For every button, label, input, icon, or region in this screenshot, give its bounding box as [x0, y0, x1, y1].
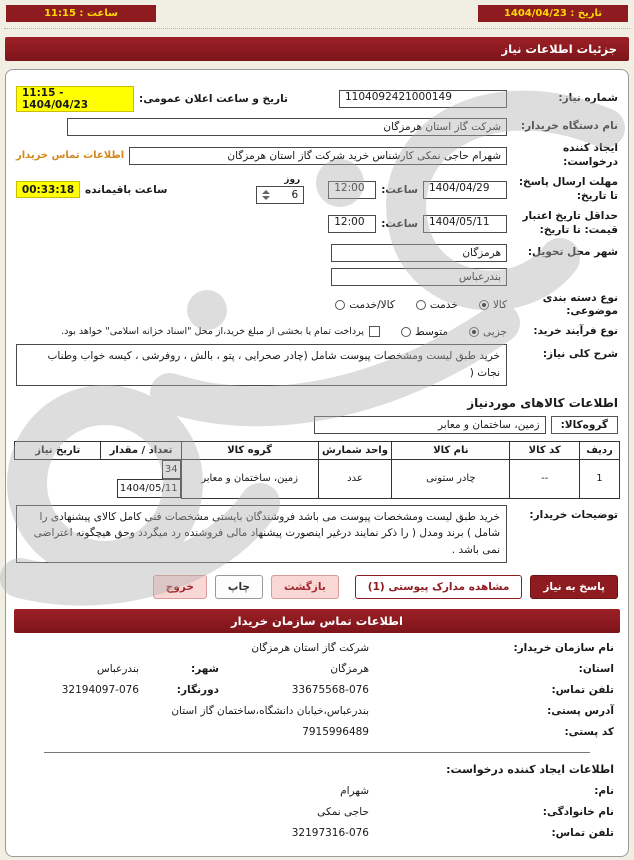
radio-option-medium[interactable]: متوسط	[401, 326, 448, 338]
goods-group-label: گروه‌کالا:	[551, 416, 618, 434]
goods-section-heading: اطلاعات کالاهای موردنیاز	[467, 396, 618, 411]
creator-field: شهرام حاجی نمکی کارشناس خرید شرکت گاز استان هرمزگان	[129, 147, 507, 165]
cell-item-code: --	[510, 460, 580, 499]
treasury-checkbox-label: پرداخت تمام یا بخشی از مبلغ خرید،از محل "اسناد خزانه اسلامی" خواهد بود.	[61, 326, 365, 338]
buyer-notes-box: خرید طبق لیست ومشخصات پیوست می باشد فروشندگان بایستی مشخصات فنی کامل کالای پیشنهادی را شامل ) برند ومدل ( را ذکر نمایند درغیر اینصورت پیشنهاد مالی فروشنده رد میگردد وحق هیچگونه اعتراضی نمی باشد .	[16, 505, 507, 563]
respond-button[interactable]: پاسخ به نیاز	[530, 575, 618, 599]
remaining-time: 00:33:18	[16, 181, 80, 198]
buyer-notes-row	[16, 505, 618, 563]
fax-value: 32194097-076	[61, 683, 139, 696]
treasury-checkbox[interactable]	[369, 326, 380, 337]
days-spinner[interactable]	[262, 190, 270, 200]
description-label: شرح کلی نیاز:	[542, 348, 618, 361]
creator-label: ایجاد کننده درخواست:	[562, 142, 618, 168]
price-validity-row	[16, 210, 618, 237]
fax-label: دورنگار:	[176, 683, 219, 696]
goods-group-row	[16, 416, 618, 434]
org-label: نام سازمان خریدار:	[513, 641, 614, 654]
province-city-row	[20, 663, 614, 675]
topbar	[0, 0, 634, 24]
radio-medium-icon	[401, 327, 411, 337]
last-name-label: نام خانوادگی:	[542, 805, 614, 818]
radio-minor-icon	[469, 327, 479, 337]
price-validity-label: حداقل تاریخ اعتبار قیمت: تا تاریخ:	[522, 210, 618, 236]
address-value: بندرعباس،خیابان دانشگاه،ساختمان گاز استان	[171, 704, 369, 717]
action-buttons	[16, 575, 618, 599]
process-type-row	[16, 325, 618, 339]
days-label: روز	[284, 175, 301, 186]
description-row	[16, 344, 618, 386]
days-value: 6	[291, 189, 299, 202]
radio-option-goods-service[interactable]: کالا/خدمت	[335, 299, 395, 311]
postal-value: 7915996489	[302, 725, 369, 738]
current-time: ساعت : 11:15	[44, 8, 118, 19]
cell-need-date: 1404/05/11	[117, 479, 181, 498]
col-item-name: نام کالا	[392, 442, 510, 460]
need-number-row	[16, 86, 618, 112]
cell-row-number: 1	[579, 460, 619, 499]
contact-info	[14, 642, 620, 839]
buyer-org-label: نام دستگاه خریدار:	[520, 120, 618, 133]
process-type-label: نوع فرآیند خرید:	[533, 324, 618, 337]
last-name-value: حاجی نمکی	[317, 805, 369, 818]
radio-service-icon	[416, 300, 426, 310]
price-validity-time-field[interactable]: 12:00	[328, 215, 376, 233]
col-need-date: تاریخ نیاز	[15, 442, 101, 460]
details-section-title: جزئیات اطلاعات نیاز	[501, 42, 617, 56]
col-item-code: کد کالا	[510, 442, 580, 460]
radio-goods-service-icon	[335, 300, 345, 310]
table-row	[15, 460, 620, 499]
delivery-province-field: هرمزگان	[331, 244, 507, 262]
current-time-box	[6, 5, 156, 22]
remaining-label: ساعت باقیمانده	[85, 183, 168, 196]
delivery-city-label: شهر محل تحویل:	[527, 245, 618, 258]
first-name-row	[20, 785, 614, 797]
exit-button[interactable]: خروج	[153, 575, 207, 599]
creator-phone-row	[20, 827, 614, 839]
phone-label: تلفن تماس:	[551, 683, 614, 696]
delivery-province-row	[16, 244, 618, 262]
creator-info-heading: اطلاعات ایجاد کننده درخواست:	[446, 762, 614, 776]
need-number-label: شماره نیاز:	[558, 92, 618, 105]
contact-divider	[44, 752, 590, 753]
col-group: گروه کالا	[181, 442, 318, 460]
city-label: شهر:	[191, 662, 219, 675]
description-box: خرید طبق لیست ومشخصات پیوست شامل (چادر صحرایی ، پتو ، بالش ، روفرشی ، کیسه خواب وطناب نجات (	[16, 344, 507, 386]
contact-section-title: اطلاعات تماس سازمان خریدار	[231, 613, 403, 628]
first-name-label: نام:	[594, 784, 614, 797]
deadline-label: مهلت ارسال پاسخ: تا تاریخ:	[518, 176, 618, 202]
creator-phone-label: تلفن تماس:	[551, 826, 614, 839]
announce-value: 11:15 - 1404/04/23	[16, 86, 134, 112]
top-separator	[4, 28, 630, 29]
current-date: تاریخ : 1404/04/23	[503, 8, 603, 19]
col-unit: واحد شمارش	[318, 442, 392, 460]
view-attachments-button[interactable]: مشاهده مدارک پیوستی (1)	[355, 575, 523, 599]
cell-group: زمین، ساختمان و معابر	[181, 460, 318, 499]
days-input[interactable]	[256, 186, 304, 204]
address-label: آدرس پستی:	[547, 704, 614, 717]
last-name-row	[20, 806, 614, 818]
items-table	[14, 441, 620, 499]
details-section-header	[5, 37, 629, 61]
deadline-time-label: ساعت:	[381, 183, 418, 196]
org-value: شرکت گاز استان هرمزگان	[251, 641, 369, 654]
price-validity-date-field[interactable]: 1404/05/11	[423, 215, 507, 233]
phone-value: 33675568-076	[291, 683, 369, 696]
response-days-group	[256, 175, 304, 204]
buyer-contact-link[interactable]: اطلاعات تماس خریدار	[16, 150, 125, 162]
cell-item-name: چادر ستونی	[392, 460, 510, 499]
need-number-field: 1104092421000149	[339, 90, 507, 108]
buyer-org-field: شرکت گاز استان هرمزگان	[67, 118, 507, 136]
print-button[interactable]: چاپ	[215, 575, 263, 599]
col-quantity: تعداد / مقدار	[101, 442, 181, 460]
cell-quantity: 34	[162, 460, 181, 479]
announce-label: تاریخ و ساعت اعلان عمومی:	[139, 93, 288, 105]
radio-goods-icon	[479, 300, 489, 310]
deadline-time-field[interactable]: 12:00	[328, 181, 376, 199]
contact-section-header	[14, 609, 620, 633]
phone-fax-row	[20, 684, 614, 696]
items-table-header-row	[15, 442, 620, 460]
creator-phone-value: 32197316-076	[291, 826, 369, 839]
org-row	[20, 642, 614, 654]
main-panel	[5, 69, 629, 857]
deadline-row	[16, 175, 618, 204]
province-label: استان:	[578, 662, 614, 675]
col-row-number: ردیف	[579, 442, 619, 460]
price-validity-time-label: ساعت:	[381, 217, 418, 230]
goods-group-field[interactable]: زمین، ساختمان و معابر	[314, 416, 546, 434]
creator-row	[16, 142, 618, 169]
radio-option-minor[interactable]: جزیی	[469, 326, 507, 338]
address-row	[20, 705, 614, 717]
buyer-org-row	[16, 118, 618, 136]
postal-row	[20, 726, 614, 738]
province-value: هرمزگان	[330, 662, 369, 675]
current-date-box	[478, 5, 628, 22]
back-button[interactable]: بازگشت	[271, 575, 339, 599]
buyer-notes-label: توضیحات خریدار:	[529, 508, 618, 521]
subject-type-row	[16, 292, 618, 319]
subject-type-label: نوع دسته بندی موضوعی:	[542, 291, 618, 318]
radio-option-service[interactable]: خدمت	[416, 299, 458, 311]
cell-unit: عدد	[318, 460, 392, 499]
postal-label: کد پستی:	[564, 725, 614, 738]
first-name-value: شهرام	[340, 784, 369, 797]
radio-option-goods[interactable]: کالا	[479, 299, 507, 311]
delivery-city-row	[16, 268, 618, 286]
delivery-city-field: بندرعباس	[331, 268, 507, 286]
deadline-date-field[interactable]: 1404/04/29	[423, 181, 507, 199]
city-value: بندرعباس	[96, 662, 139, 675]
